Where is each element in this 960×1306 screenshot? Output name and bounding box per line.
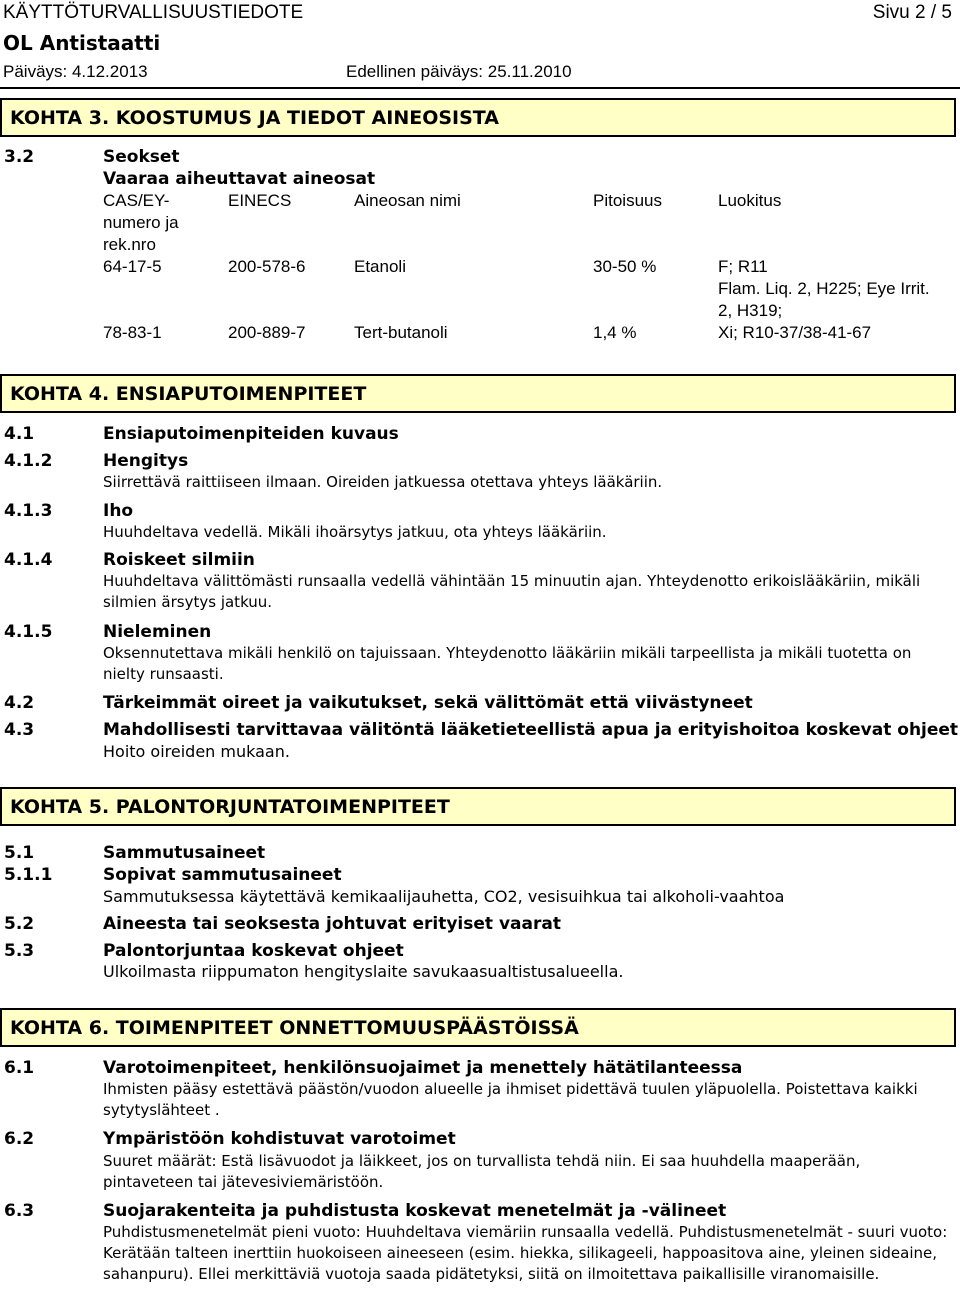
- table-row-1-concentration: 30-50 %: [593, 257, 657, 276]
- item-4-1-3-text: Huuhdeltava vedellä. Mikäli ihoärsytys jatkuu, ota yhteys lääkäriin.: [103, 523, 607, 541]
- item-4-1-5-title: Nieleminen: [103, 622, 212, 642]
- item-4-1-3-title: Iho: [103, 501, 134, 521]
- item-5-1-title: Sammutusaineet: [103, 843, 266, 863]
- item-4-1-2-title: Hengitys: [103, 451, 189, 471]
- issue-date: Päiväys: 4.12.2013: [3, 62, 148, 81]
- item-6-3-title: Suojarakenteita ja puhdistusta koskevat menetelmät ja -välineet: [103, 1201, 727, 1221]
- table-row-2-concentration: 1,4 %: [593, 323, 637, 342]
- page-number: Sivu 2 / 5: [872, 2, 952, 23]
- item-4-3-number: 4.3: [4, 720, 35, 740]
- table-row-2-cas: 78-83-1: [103, 323, 162, 342]
- item-4-1-4-title: Roiskeet silmiin: [103, 550, 255, 570]
- item-6-3-text: Puhdistusmenetelmät pieni vuoto: Huuhdeltava viemäriin runsaalla vedellä. Puhdistusmenetelmät - suuri vuoto: Kerätään talteen inerttiin huokoiseen aineeseen (esim. hiekka, silikageeli, happoasitova aine, yleinen sideaine, sahanpuru). Ellei merkittäviä vuotoja saada pidätetyksi, siitä on ilmoitettava paikallisille viranomaisille.: [103, 1223, 948, 1283]
- item-4-1-5-text: Oksennutettava mikäli henkilö on tajuissaan. Yhteydenotto lääkäriin mikäli tarpeellista ja mikäli tuotetta on nielty runsaasti.: [103, 644, 912, 683]
- product-name: OL Antistaatti: [3, 31, 161, 55]
- item-6-1-number: 6.1: [4, 1058, 35, 1078]
- item-4-3-title: Mahdollisesti tarvittavaa välitöntä lääketieteellistä apua ja erityishoitoa koskevat ohjeet: [103, 720, 959, 740]
- item-4-2-title: Tärkeimmät oireet ja vaikutukset, sekä välittömät että viivästyneet: [103, 693, 753, 713]
- table-header-concentration: Pitoisuus: [593, 191, 662, 210]
- section-6-heading: KOHTA 6. TOIMENPITEET ONNETTOMUUSPÄÄSTÖISSÄ: [0, 1008, 956, 1047]
- item-5-1-1-title: Sopivat sammutusaineet: [103, 865, 342, 885]
- item-5-1-1-number: 5.1.1: [4, 865, 53, 885]
- item-4-1-2-text: Siirrettävä raittiiseen ilmaan. Oireiden jatkuessa otettava yhteys lääkäriin.: [103, 473, 663, 491]
- table-header-name: Aineosan nimi: [354, 191, 461, 210]
- document-title: KÄYTTÖTURVALLISUUSTIEDOTE: [3, 2, 304, 23]
- item-6-1-title: Varotoimenpiteet, henkilönsuojaimet ja menettely hätätilanteessa: [103, 1058, 743, 1078]
- table-row-2-name: Tert-butanoli: [354, 323, 448, 342]
- table-header-einecs: EINECS: [228, 191, 292, 210]
- item-4-1-3-number: 4.1.3: [4, 501, 53, 521]
- section-5-heading: KOHTA 5. PALONTORJUNTATOIMENPITEET: [0, 787, 956, 826]
- section-3-2-number: 3.2: [4, 147, 35, 167]
- section-3-2-title: Seokset: [103, 147, 180, 167]
- section-3-heading: KOHTA 3. KOOSTUMUS JA TIEDOT AINEOSISTA: [0, 98, 956, 137]
- item-4-1-2-number: 4.1.2: [4, 451, 53, 471]
- item-6-2-number: 6.2: [4, 1129, 35, 1149]
- item-5-3-number: 5.3: [4, 941, 35, 961]
- section-3-2-subtitle: Vaaraa aiheuttavat aineosat: [103, 169, 376, 189]
- item-5-1-1-text: Sammutuksessa käytettävä kemikaalijauhetta, CO2, vesisuihkua tai alkoholi-vaahtoa: [103, 887, 785, 906]
- item-5-3-title: Palontorjuntaa koskevat ohjeet: [103, 941, 404, 961]
- item-4-3-text: Hoito oireiden mukaan.: [103, 742, 290, 761]
- item-4-1-5-number: 4.1.5: [4, 622, 53, 642]
- item-4-2-number: 4.2: [4, 693, 35, 713]
- item-6-2-title: Ympäristöön kohdistuvat varotoimet: [103, 1129, 456, 1149]
- item-5-2-title: Aineesta tai seoksesta johtuvat erityiset vaarat: [103, 914, 561, 934]
- previous-date: Edellinen päiväys: 25.11.2010: [346, 62, 572, 81]
- item-4-1-4-number: 4.1.4: [4, 550, 53, 570]
- table-row-1-cas: 64-17-5: [103, 257, 162, 276]
- item-6-2-text: Suuret määrät: Estä lisävuodot ja läikkeet, jos on turvallista tehdä niin. Ei saa huuhdella maaperään, pintaveteen tai jätevesiviemäristöön.: [103, 1152, 861, 1191]
- table-row-1-classification: F; R11 Flam. Liq. 2, H225; Eye Irrit. 2, H319;: [718, 257, 930, 320]
- item-5-1-number: 5.1: [4, 843, 35, 863]
- table-header-classification: Luokitus: [718, 191, 782, 210]
- item-6-3-number: 6.3: [4, 1201, 35, 1221]
- item-4-1-4-text: Huuhdeltava välittömästi runsaalla vedellä vähintään 15 minuutin ajan. Yhteydenotto erikoislääkäriin, mikäli silmien ärsytys jatkuu.: [103, 572, 921, 611]
- item-4-1-title: Ensiaputoimenpiteiden kuvaus: [103, 424, 399, 444]
- header-divider: [0, 87, 960, 89]
- table-row-2-classification: Xi; R10-37/38-41-67: [718, 323, 872, 342]
- item-4-1-number: 4.1: [4, 424, 35, 444]
- table-row-1-einecs: 200-578-6: [228, 257, 306, 276]
- table-row-2-einecs: 200-889-7: [228, 323, 306, 342]
- item-5-2-number: 5.2: [4, 914, 35, 934]
- item-5-3-text: Ulkoilmasta riippumaton hengityslaite savukaasualtistusalueella.: [103, 962, 624, 981]
- table-row-1-name: Etanoli: [354, 257, 406, 276]
- table-header-cas: CAS/EY- numero ja rek.nro: [103, 191, 179, 254]
- item-6-1-text: Ihmisten pääsy estettävä päästön/vuodon alueelle ja ihmiset pidettävä tuulen yläpuolella. Poistettava kaikki sytytyslähteet .: [103, 1080, 918, 1119]
- section-4-heading: KOHTA 4. ENSIAPUTOIMENPITEET: [0, 374, 956, 413]
